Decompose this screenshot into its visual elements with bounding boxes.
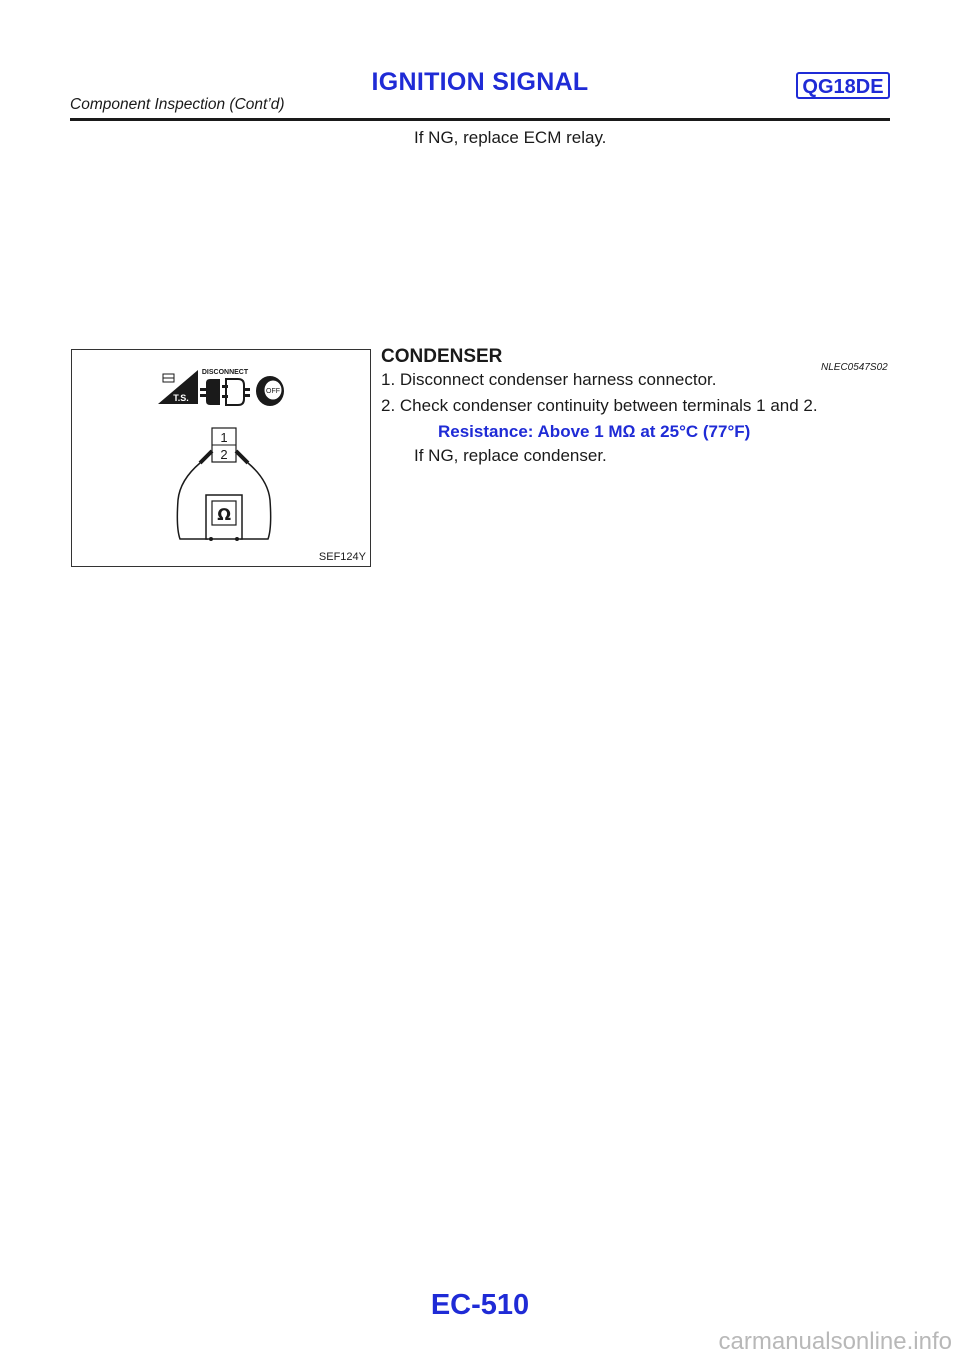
off-label: OFF: [266, 388, 280, 395]
terminal-2-label: 2: [220, 447, 228, 462]
ts-label: T.S.: [173, 393, 189, 403]
disconnect-label: DISCONNECT: [201, 369, 249, 376]
condenser-connector: [212, 428, 236, 462]
watermark: carmanualsonline.info: [718, 1328, 952, 1355]
ecm-relay-note: If NG, replace ECM relay.: [414, 128, 607, 147]
step-1: 1. Disconnect condenser harness connector.: [381, 370, 717, 389]
header-divider: [70, 118, 890, 121]
page-title: IGNITION SIGNAL: [371, 68, 589, 96]
section-code: NLEC0547S02: [821, 362, 888, 373]
ts-icon: [158, 370, 198, 404]
ohmmeter: [206, 495, 242, 541]
condenser-diagram: [72, 350, 370, 566]
disconnect-icon: [200, 369, 250, 405]
engine-badge: QG18DE: [796, 72, 890, 99]
resistance-spec: Resistance: Above 1 MΩ at 25°C (77°F): [438, 422, 751, 441]
step-2: 2. Check condenser continuity between terminals 1 and 2.: [381, 396, 818, 415]
ohm-symbol: Ω: [217, 505, 231, 524]
page-subtitle: Component Inspection (Cont’d): [70, 96, 285, 113]
condenser-ng-note: If NG, replace condenser.: [414, 446, 607, 465]
figure-id: SEF124Y: [318, 551, 366, 563]
terminal-1-label: 1: [220, 430, 228, 445]
condenser-figure: [71, 349, 371, 567]
ignition-off-icon: [256, 376, 284, 406]
section-title: CONDENSER: [381, 346, 503, 367]
page-number: EC-510: [430, 1289, 530, 1321]
